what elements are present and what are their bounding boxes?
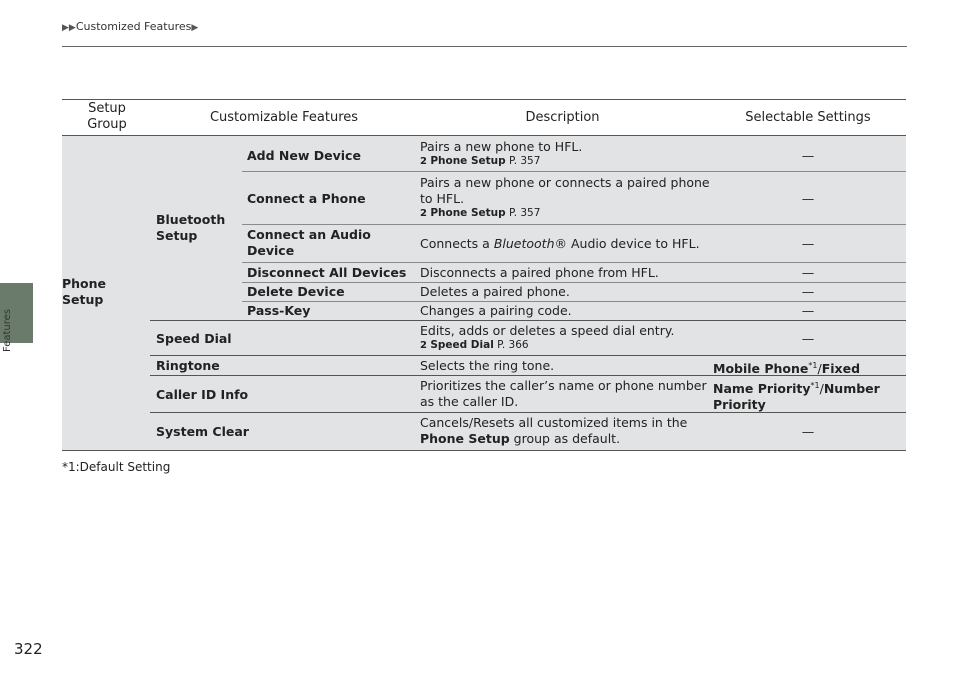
desc-pass-key: Changes a pairing code. [420, 303, 572, 318]
desc-text: Edits, adds or deletes a speed dial entry. [420, 323, 675, 338]
setting-connect-a-phone: — [801, 191, 815, 206]
cross-reference[interactable] [420, 339, 710, 352]
reference-icon: 2 [420, 208, 427, 219]
setting-option: Fixed [821, 361, 861, 377]
feature-disconnect-all-devices: Disconnect All Devices [247, 265, 407, 280]
header-selectable-settings: Selectable Settings [745, 110, 871, 125]
table-top-rule [62, 99, 906, 100]
breadcrumb-arrows-icon: ▶▶ [62, 23, 76, 33]
ref-label[interactable]: Phone Setup [430, 155, 506, 167]
side-tab [0, 309, 33, 380]
ref-label[interactable]: Speed Dial [430, 339, 494, 351]
header-description: Description [525, 110, 600, 125]
setting-add-new-device: — [801, 148, 815, 163]
setting-connect-audio-device: — [801, 236, 815, 251]
desc-delete-device: Deletes a paired phone. [420, 284, 570, 299]
side-tab-label: Features [2, 309, 13, 352]
feature-speed-dial: Speed Dial [156, 331, 232, 346]
setting-separator: / [817, 361, 822, 377]
feature-caller-id-info: Caller ID Info [156, 387, 249, 402]
subgroup-bluetooth-setup: Bluetooth Setup [156, 212, 226, 243]
footnote: *1:Default Setting [62, 460, 171, 474]
row-divider [242, 301, 906, 302]
desc-text: Connects a [420, 236, 494, 251]
page-number: 322 [14, 640, 43, 658]
setting-delete-device: — [801, 284, 815, 299]
setting-option: Name Priority [713, 381, 811, 397]
desc-ringtone: Selects the ring tone. [420, 358, 555, 373]
setting-separator: / [819, 381, 824, 397]
row-divider [150, 320, 906, 321]
feature-pass-key: Pass-Key [247, 303, 311, 318]
desc-speed-dial [420, 323, 710, 352]
feature-ringtone: Ringtone [156, 358, 220, 373]
desc-caller-id-info: Prioritizes the caller’s name or phone number as the caller ID. [420, 378, 707, 409]
feature-connect-audio-device: Connect an Audio Device [247, 227, 371, 258]
ref-page: P. 357 [505, 207, 541, 219]
row-divider [242, 171, 906, 172]
desc-connect-audio-device [420, 236, 710, 252]
desc-disconnect-all-devices: Disconnects a paired phone from HFL. [420, 265, 659, 280]
setting-option: Number Priority [713, 381, 880, 413]
ref-page: P. 366 [493, 339, 529, 351]
footnote-marker: *1 [808, 361, 818, 370]
desc-add-new-device [420, 139, 710, 168]
setting-disconnect-all-devices: — [801, 265, 815, 280]
desc-italic: Bluetooth [493, 236, 555, 251]
header-setup-group: Setup Group [87, 101, 127, 132]
footnote-marker: *1 [810, 381, 820, 390]
desc-text: ® Audio device to HFL. [554, 236, 700, 251]
header-customizable-features: Customizable Features [209, 110, 359, 125]
cross-reference[interactable] [420, 155, 710, 168]
desc-system-clear [420, 415, 710, 447]
desc-text: group as default. [509, 431, 621, 446]
breadcrumb-end-arrow-icon: ▶ [191, 23, 199, 33]
row-divider [242, 224, 906, 225]
breadcrumb-section[interactable]: Customized Features [75, 20, 192, 33]
desc-text: Pairs a new phone or connects a paired phone to HFL. [420, 175, 710, 206]
feature-system-clear: System Clear [156, 424, 249, 439]
setting-speed-dial: — [801, 331, 815, 346]
desc-text: Cancels/Resets all customized items in the [420, 415, 688, 430]
table-bottom-rule [62, 450, 906, 451]
cross-reference[interactable] [420, 207, 710, 220]
desc-bold: Phone Setup [420, 431, 510, 446]
feature-add-new-device: Add New Device [247, 148, 361, 163]
row-divider [150, 355, 906, 356]
group-phone-setup: Phone Setup [62, 276, 107, 307]
setting-caller-id-info [713, 378, 903, 413]
ref-label[interactable]: Phone Setup [430, 207, 506, 219]
setting-pass-key: — [801, 303, 815, 318]
reference-icon: 2 [420, 156, 427, 167]
row-divider [242, 282, 906, 283]
setting-system-clear: — [801, 424, 815, 439]
ref-page: P. 357 [505, 155, 541, 167]
reference-icon: 2 [420, 340, 427, 351]
desc-connect-a-phone [420, 175, 710, 220]
row-divider [242, 262, 906, 263]
feature-delete-device: Delete Device [247, 284, 345, 299]
setting-option: Mobile Phone [713, 361, 809, 377]
breadcrumb [62, 20, 198, 33]
desc-text: Pairs a new phone to HFL. [420, 139, 583, 154]
header-rule [62, 46, 907, 47]
setting-ringtone [713, 358, 903, 377]
feature-connect-a-phone: Connect a Phone [247, 191, 366, 206]
